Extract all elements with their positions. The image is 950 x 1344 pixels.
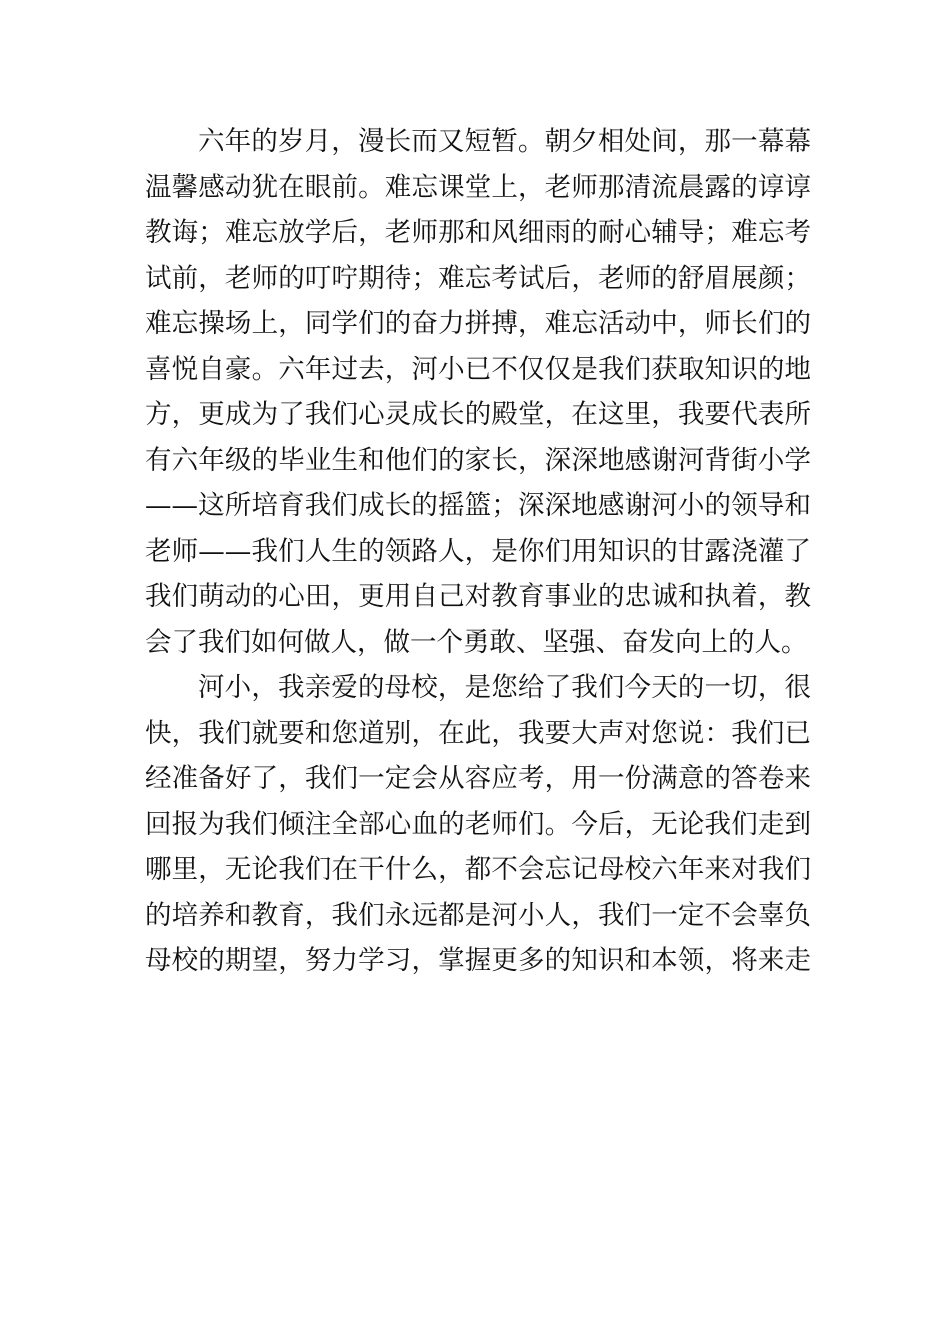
- text-line: 母校的期望，努力学习，掌握更多的知识和本领，将来走: [145, 945, 811, 976]
- text-line: 的培养和教育，我们永远都是河小人，我们一定不会辜负: [145, 899, 811, 931]
- text-line: 六年的岁月，漫长而又短暂。朝夕相处间，那一幕幕: [198, 126, 811, 157]
- text-line: 河小，我亲爱的母校，是您给了我们今天的一切，很: [198, 672, 811, 703]
- text-line: 教诲；难忘放学后，老师那和风细雨的耐心辅导；难忘考: [145, 217, 811, 248]
- text-line: 方，更成为了我们心灵成长的殿堂，在这里，我要代表所: [145, 399, 811, 430]
- document-body: [145, 119, 811, 984]
- text-line: 回报为我们倾注全部心血的老师们。今后，无论我们走到: [145, 808, 811, 840]
- text-line: 喜悦自豪。六年过去，河小已不仅仅是我们获取知识的地: [145, 353, 811, 385]
- text-line: 温馨感动犹在眼前。难忘课堂上，老师那清流晨露的谆谆: [145, 171, 811, 203]
- text-line: 有六年级的毕业生和他们的家长，深深地感谢河背街小学: [145, 444, 811, 476]
- paragraph: [145, 119, 811, 665]
- text-line: 老师——我们人生的领路人，是你们用知识的甘露浇灌了: [145, 535, 811, 567]
- text-line: ——这所培育我们成长的摇篮；深深地感谢河小的领导和: [145, 490, 811, 521]
- text-line: 经准备好了，我们一定会从容应考，用一份满意的答卷来: [145, 763, 811, 794]
- text-line: 会了我们如何做人，做一个勇敢、坚强、奋发向上的人。: [145, 626, 808, 658]
- text-line: 快，我们就要和您道别，在此，我要大声对您说：我们已: [145, 717, 811, 749]
- text-line: 哪里，无论我们在干什么，都不会忘记母校六年来对我们: [145, 854, 811, 885]
- text-line: 难忘操场上，同学们的奋力拼搏，难忘活动中，师长们的: [145, 308, 811, 339]
- text-line: 试前，老师的叮咛期待；难忘考试后，老师的舒眉展颜；: [145, 262, 811, 294]
- text-line: 我们萌动的心田，更用自己对教育事业的忠诚和执着，教: [145, 581, 811, 612]
- paragraph: [145, 665, 811, 984]
